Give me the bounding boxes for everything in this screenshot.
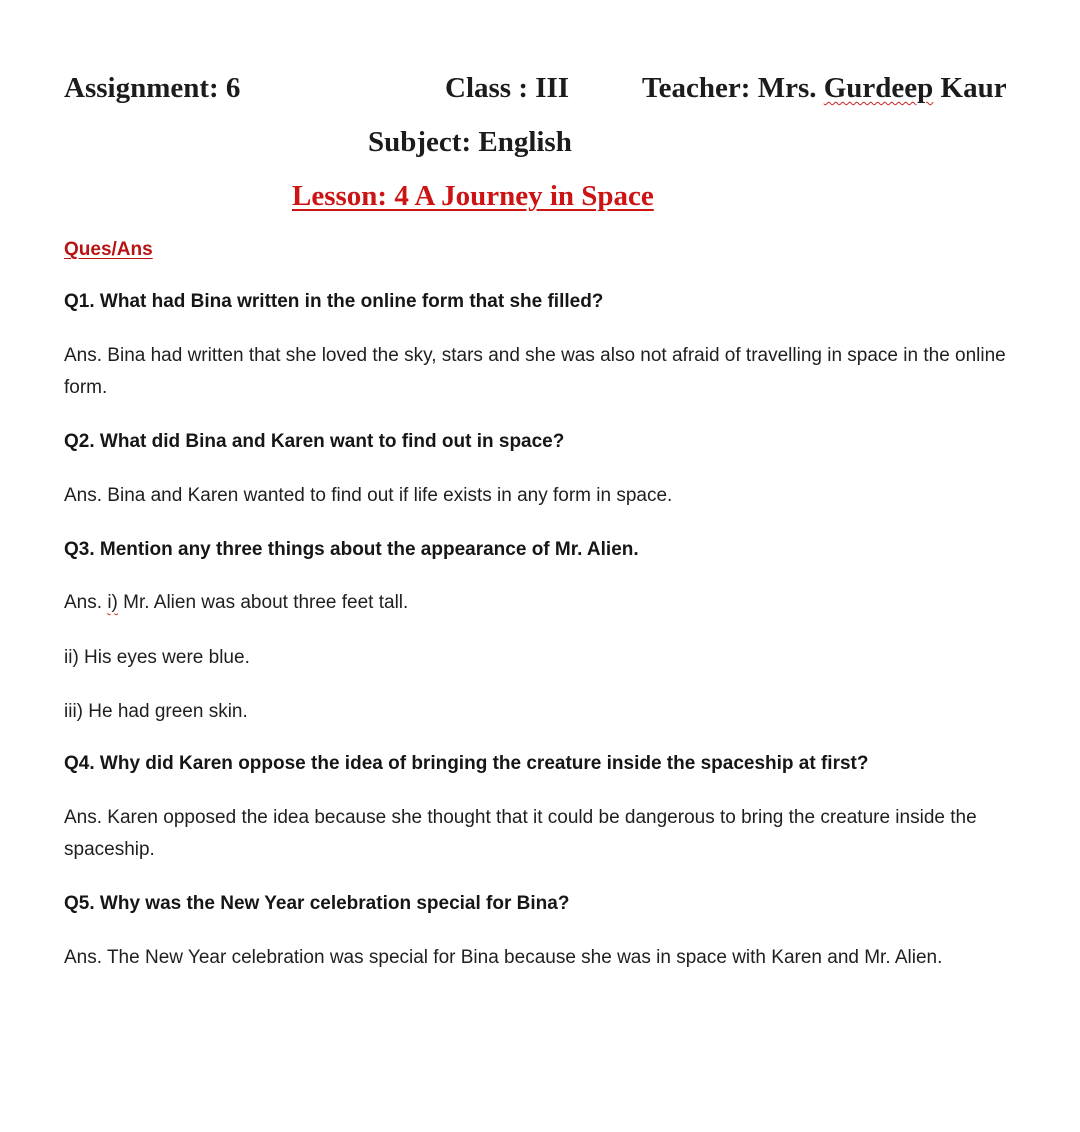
teacher-prefix: Teacher: Mrs. [642, 72, 824, 104]
question-3: Q3. Mention any three things about the appearance of Mr. Alien. [64, 539, 639, 560]
teacher-suffix: Kaur [933, 72, 1007, 104]
answer-2: Ans. Bina and Karen wanted to find out if life exists in any form in space. [64, 485, 673, 506]
answer-3-i [64, 587, 1024, 619]
question-1: Q1. What had Bina written in the online form that she filled? [64, 291, 604, 312]
answer-prefix: Ans. [64, 592, 108, 613]
subject-title: Subject: English [368, 126, 572, 158]
answer-3-iii: iii) He had green skin. [64, 701, 248, 722]
list-marker-spellcheck: i) [107, 592, 118, 613]
assignment-number: Assignment: 6 [64, 72, 241, 104]
answer-1: Ans. Bina had written that she loved the sky, stars and she was also not afraid of travelling in space in the online form. [64, 345, 1006, 398]
answer-4: Ans. Karen opposed the idea because she thought that it could be dangerous to bring the creature inside the spaceship. [64, 807, 977, 860]
teacher-label [642, 74, 1007, 103]
section-label: Ques/Ans [64, 239, 153, 260]
teacher-name-spellcheck: Gurdeep [823, 72, 934, 104]
question-5: Q5. Why was the New Year celebration special for Bina? [64, 893, 570, 914]
answer-5: Ans. The New Year celebration was special for Bina because she was in space with Karen and Mr. Alien. [64, 947, 943, 968]
answer-3-ii: ii) His eyes were blue. [64, 647, 250, 668]
class-label: Class : III [445, 72, 570, 104]
lesson-title: Lesson: 4 A Journey in Space [292, 180, 654, 212]
question-4: Q4. Why did Karen oppose the idea of bringing the creature inside the spaceship at first? [64, 753, 869, 774]
question-2: Q2. What did Bina and Karen want to find out in space? [64, 431, 565, 452]
answer-3-i-text: Mr. Alien was about three feet tall. [117, 592, 409, 613]
